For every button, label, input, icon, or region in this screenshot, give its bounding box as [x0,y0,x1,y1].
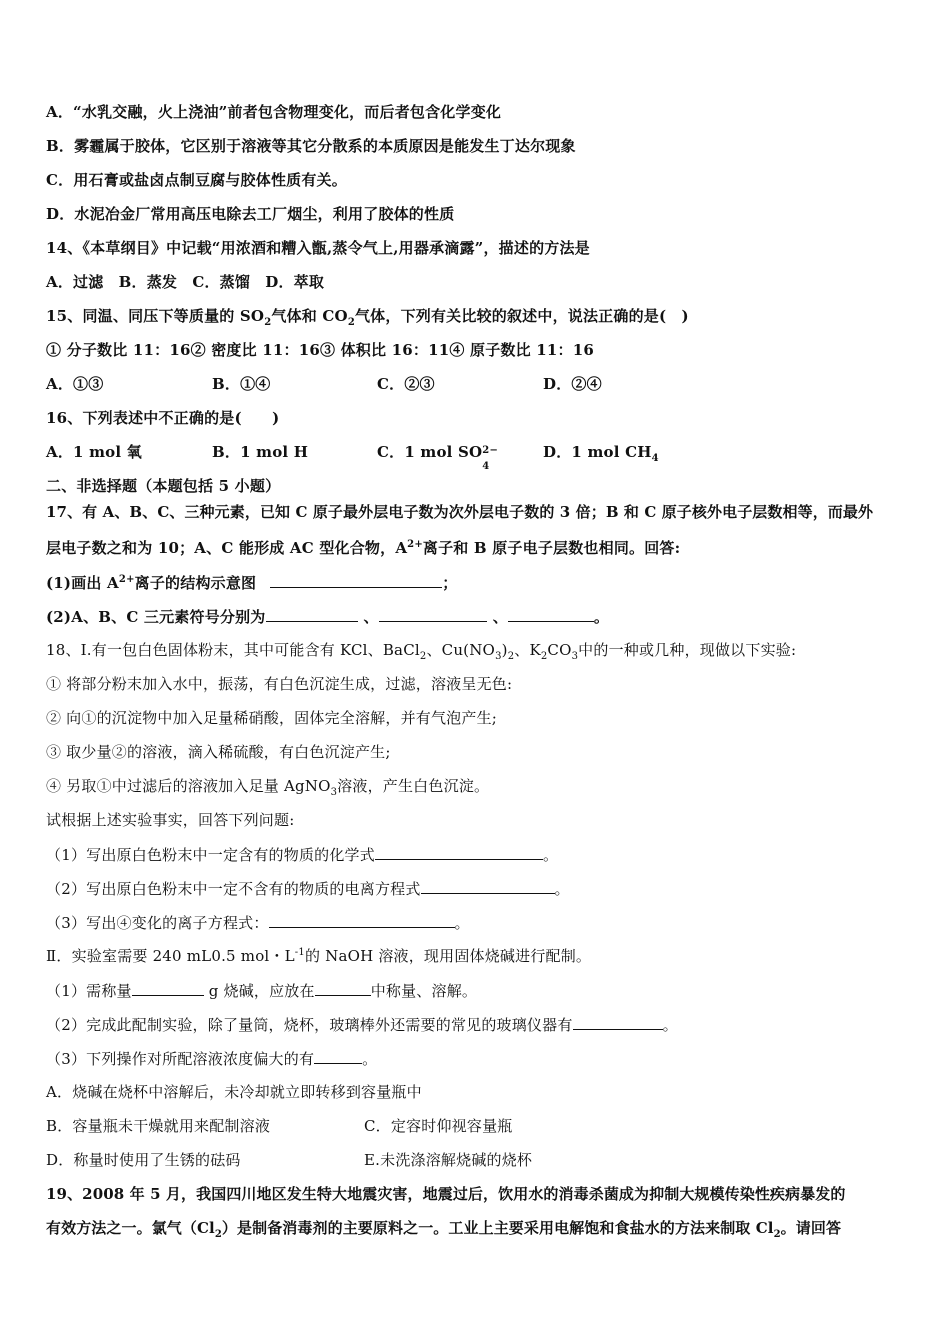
q18-part2-q3-text: （3）下列操作对所配溶液浓度偏大的有 [46,1050,315,1068]
section-heading: 二、非选择题（本题包括 5 小题） [46,477,281,495]
answer-blank[interactable] [315,980,371,996]
answer-blank[interactable] [573,1014,663,1030]
q18-part2-q3 [46,1048,910,1069]
q15-statements: ① 分子数比 11：16② 密度比 11：16③ 体积比 16：11④ 原子数比 11：16 [46,341,594,359]
answer-blank[interactable] [421,878,555,894]
q18-part2-q1 [46,980,910,1001]
q18-stem-part: CO [547,641,572,659]
separator: 、 [363,608,379,626]
q18-stem-part: 18、Ⅰ.有一包白色固体粉末，其中可能含有 KCl、BaCl [46,641,420,659]
q17-part1-text: (1)画出 A [46,574,119,592]
q16-option-d-text: D．1 mol CH [543,443,652,461]
q16-stem: 16、下列表述中不正确的是( ) [46,409,280,427]
q15-option-a: A．①③ [46,375,104,393]
q18-part2-stem [46,946,910,966]
answer-blank[interactable] [379,606,487,622]
q18-option-c: C．定容时仰视容量瓶 [364,1117,513,1135]
q17-part2 [46,606,910,627]
superscript: -1 [294,947,305,958]
q14-stem: 14、《本草纲目》中记载“用浓酒和糟入甑,蒸令气上,用器承滴露”，描述的方法是 [46,239,590,257]
q18-sub-3-text: （3）写出④变化的离子方程式： [46,914,269,932]
q18-sub-1 [46,844,910,865]
period: 。 [362,1050,378,1068]
subscript: 2 [419,651,427,662]
q18-option-e: E.未洗涤溶解烧碱的烧杯 [364,1151,533,1169]
q18-sub-2 [46,878,910,899]
q17-line2-part: 离子和 B 原子电子层数也相同。回答: [422,539,681,557]
q19-line1: 19、2008 年 5 月，我国四川地区发生特大地震灾害，地震过后，饮用水的消毒杀菌成为抑制大规模传染性疾病暴发的 [46,1185,846,1203]
q19-line2-part: 有效方法之一。氯气（Cl [46,1219,215,1237]
subscript: 2 [540,651,548,662]
q18-step-4 [46,776,910,796]
q18-stem [46,640,910,660]
q17-part1 [46,572,910,593]
q16-option-d [543,442,659,462]
q18-step-2: ② 向①的沉淀物中加入足量稀硝酸，固体完全溶解，并有气泡产生; [46,709,498,727]
q19-line2 [46,1218,910,1238]
q15-stem [46,306,910,326]
subscript: 2 [264,317,272,328]
q15-option-b: B．①④ [212,375,271,393]
q18-stem-part: 中的一种或几种，现做以下实验: [578,641,797,659]
q19-line2-part: ）是制备消毒剂的主要原料之一。工业上主要采用电解饱和食盐水的方法来制取 Cl [221,1219,774,1237]
q15-stem-part: 气体，下列有关比较的叙述中，说法正确的是( ) [354,307,689,325]
q18-part2-q1-text: g 烧碱，应放在 [203,982,315,1000]
q15-option-d: D．②④ [543,375,602,393]
q16-option-c: C．1 mol SO 2− 4 [377,443,499,472]
answer-blank[interactable] [270,572,442,588]
subscript: 3 [495,651,502,662]
q17-part2-text: (2)A、B、C 三元素符号分别为 [46,608,266,626]
q18-part2-text: Ⅱ．实验室需要 240 mL0.5 mol・L [46,947,295,965]
q15-stem-part: 15、同温、同压下等质量的 SO [46,307,265,325]
q18-step-4-text: ④ 另取①中过滤后的溶液加入足量 AgNO [46,777,331,795]
q18-step-4-text: 溶液，产生白色沉淀。 [337,777,490,795]
q16-option-c-text: C．1 mol SO [377,443,483,461]
q17-part1-end: ； [442,574,458,592]
superscript: 2+ [118,574,135,585]
period: 。 [454,914,470,932]
subscript: 3 [330,787,338,798]
subscript: 2 [214,1229,222,1240]
q18-option-d: D．称量时使用了生锈的砝码 [46,1151,241,1169]
q19-line2-part: 。请回答 [780,1219,842,1237]
q18-sub-1-text: （1）写出原白色粉末中一定含有的物质的化学式 [46,846,375,864]
q13-option-a: A．“水乳交融，火上浇油”前者包含物理变化，而后者包含化学变化 [46,103,502,121]
q17-line2 [46,538,910,558]
q18-option-a: A．烧碱在烧杯中溶解后，未冷却就立即转移到容量瓶中 [46,1083,422,1101]
q13-option-d: D．水泥冶金厂常用高压电除去工厂烟尘，利用了胶体的性质 [46,205,455,223]
q14-options: A．过滤 B．蒸发 C．蒸馏 D．萃取 [46,273,325,291]
period: 。 [662,1016,678,1034]
q15-stem-part: 气体和 CO [271,307,348,325]
answer-blank[interactable] [132,980,204,996]
q18-part2-q2 [46,1014,910,1035]
answer-blank[interactable] [508,606,594,622]
q18-stem-part: ) [501,641,508,659]
q18-stem-part: 、K [514,641,541,659]
q15-option-c: C．②③ [377,375,435,393]
q18-option-b: B．容量瓶未干燥就用来配制溶液 [46,1117,271,1135]
q17-line2-part: 层电子数之和为 10；A、C 能形成 AC 型化合物，A [46,539,408,557]
subscript: 3 [571,651,579,662]
q17-part2-end: 。 [593,608,610,626]
q18-sub-2-text: （2）写出原白色粉末中一定不含有的物质的电离方程式 [46,880,421,898]
q18-step-1: ① 将部分粉末加入水中，振荡，有白色沉淀生成，过滤，溶液呈无色: [46,675,513,693]
answer-blank[interactable] [269,912,455,928]
q18-part2-q1-text: （1）需称量 [46,982,132,1000]
q18-stem-part: 、Cu(NO [426,641,496,659]
separator: 、 [492,608,508,626]
q13-option-c: C．用石膏或盐卤点制豆腐与胶体性质有关。 [46,171,347,189]
q16-option-a: A．1 mol 氧 [46,443,142,461]
q18-part2-text: 的 NaOH 溶液，现用固体烧碱进行配制。 [304,947,592,965]
q18-sub-3 [46,912,910,933]
q16-option-b: B．1 mol H [212,443,309,461]
period: 。 [542,846,559,864]
q18-prompt: 试根据上述实验事实，回答下列问题: [46,811,295,829]
superscript: 2+ [407,539,423,550]
subscript: 2 [347,317,355,328]
subscript: 2 [773,1229,781,1240]
answer-blank[interactable] [375,844,543,860]
q17-part1-text: 离子的结构示意图 [134,574,257,592]
q13-option-b: B．雾霾属于胶体，它区别于溶液等其它分散系的本质原因是能发生丁达尔现象 [46,137,576,155]
q17-line1: 17、有 A、B、C、三种元素，已知 C 原子最外层电子数为次外层电子数的 3 倍；B 和 C 原子核外电子层数相等，而最外 [46,503,874,521]
q18-step-3: ③ 取少量②的溶液，滴入稀硫酸，有白色沉淀产生; [46,743,391,761]
subscript: 2 [507,651,515,662]
answer-blank[interactable] [266,606,358,622]
q18-part2-q2-text: （2）完成此配制实验，除了量筒，烧杯，玻璃棒外还需要的常见的玻璃仪器有 [46,1016,573,1034]
q18-part2-q1-text: 中称量、溶解。 [370,982,478,1000]
period: 。 [554,880,570,898]
subscript: 4 [651,453,659,464]
answer-blank[interactable] [314,1048,362,1064]
